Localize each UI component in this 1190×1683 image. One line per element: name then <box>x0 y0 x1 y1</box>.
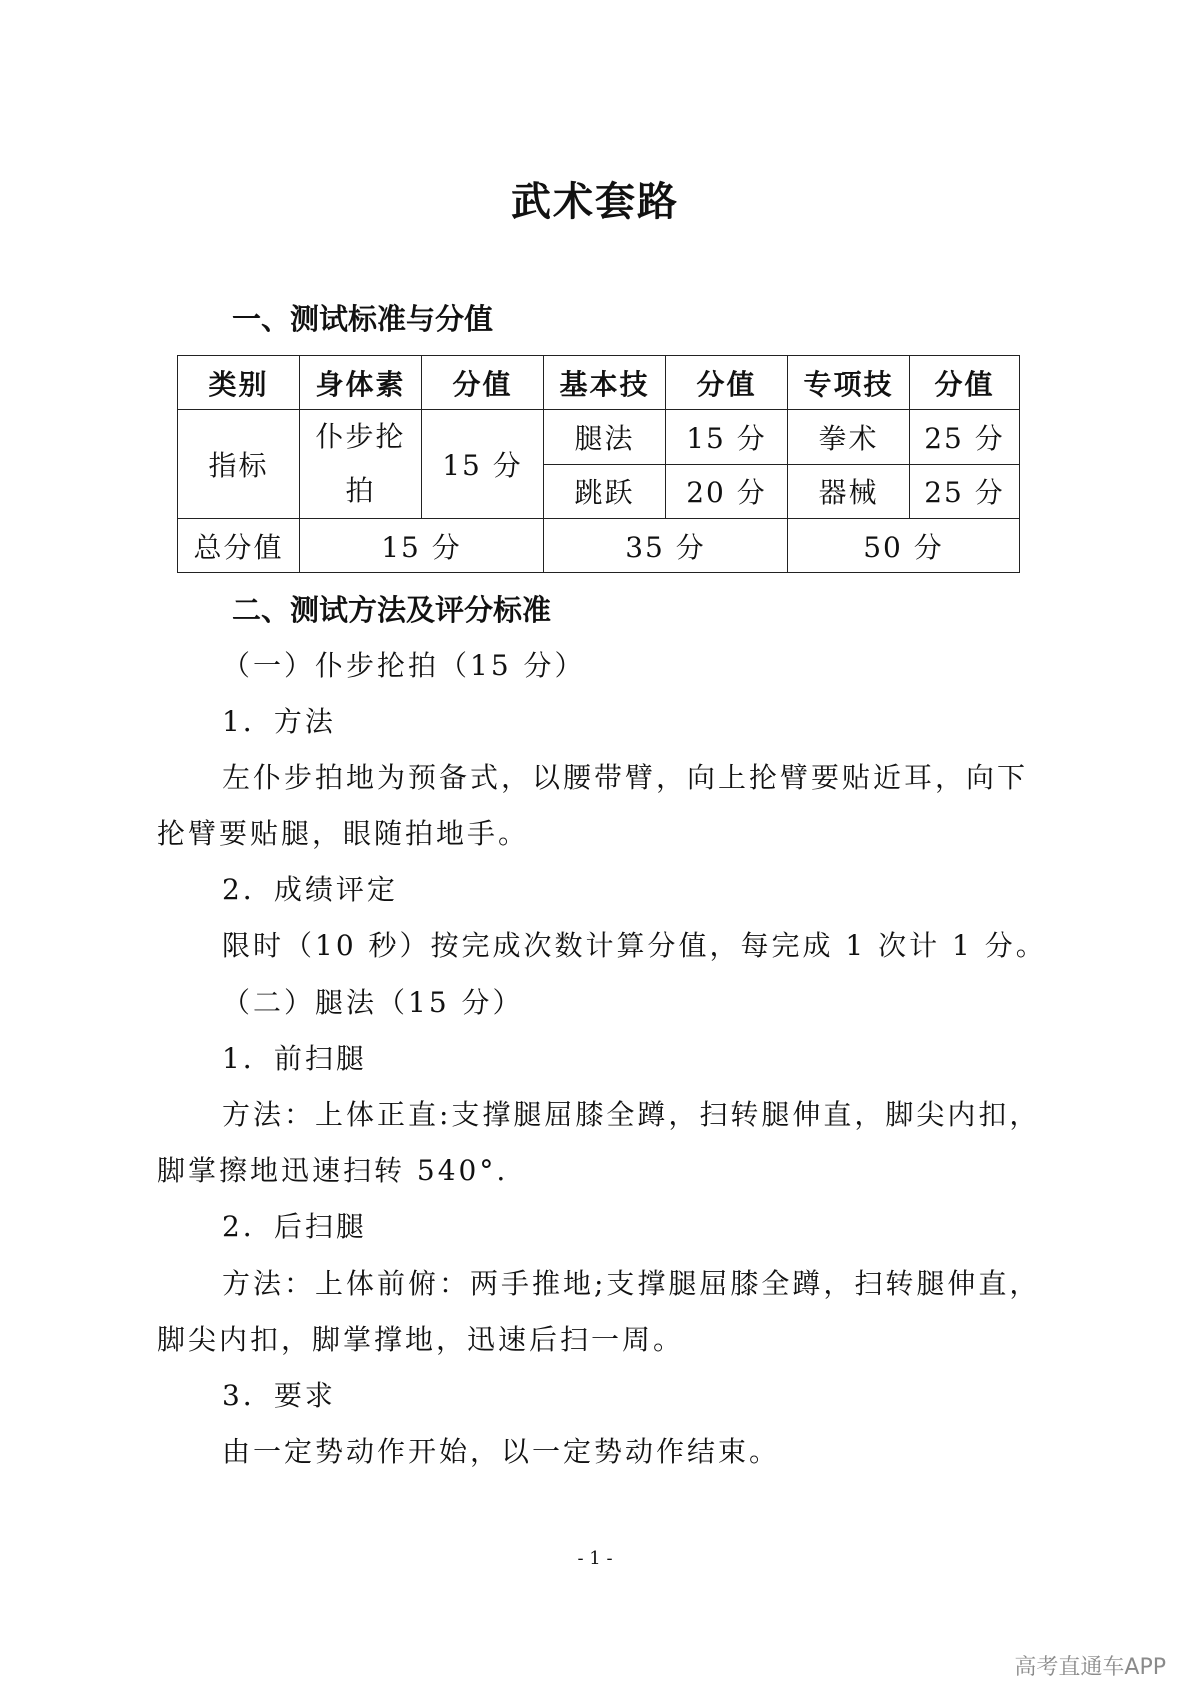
paragraph-line: 脚掌擦地迅速扫转 540°. <box>157 1154 509 1187</box>
paragraph-line: 脚尖内扣，脚掌撑地，迅速后扫一周。 <box>157 1323 685 1356</box>
table-header-cell: 身体素 <box>300 356 422 410</box>
table-header-cell: 分值 <box>910 356 1020 410</box>
basic-score-cell: 15 分 <box>666 410 788 465</box>
table-header-cell: 基本技 <box>544 356 666 410</box>
special-item-cell: 器械 <box>788 464 910 519</box>
table-header-cell: 类别 <box>178 356 300 410</box>
paragraph-line: 方法：上体正直:支撑腿屈膝全蹲，扫转腿伸直，脚尖内扣， <box>222 1098 1041 1131</box>
total-basic-cell: 35 分 <box>544 519 788 573</box>
subheading-1: （一）仆步抡拍（15 分） <box>222 649 586 682</box>
item-heading: 1．方法 <box>222 705 336 738</box>
subheading-2: （二）腿法（15 分） <box>222 986 524 1019</box>
total-special-cell: 50 分 <box>788 519 1020 573</box>
special-score-cell: 25 分 <box>910 464 1020 519</box>
item-heading: 3．要求 <box>222 1379 336 1412</box>
page-number: - 1 - <box>577 1548 613 1569</box>
body-item-line-2: 拍 <box>345 474 376 507</box>
body-score-cell: 15 分 <box>422 410 544 519</box>
total-body-cell: 15 分 <box>300 519 544 573</box>
section-heading-1: 一、测试标准与分值 <box>232 302 494 336</box>
paragraph-line: 抡臂要贴腿，眼随拍地手。 <box>157 817 530 850</box>
body-item-line-1: 仆步抡 <box>315 420 406 453</box>
score-table <box>177 355 1020 573</box>
item-heading: 2．后扫腿 <box>222 1210 367 1243</box>
row-label-cell: 指标 <box>178 410 300 519</box>
body-item-cell <box>300 410 422 519</box>
page-title: 武术套路 <box>511 179 679 225</box>
total-label-cell: 总分值 <box>178 519 300 573</box>
basic-item-cell: 跳跃 <box>544 464 666 519</box>
paragraph-line: 限时（10 秒）按完成次数计算分值，每完成 1 次计 1 分。 <box>222 929 1047 962</box>
table-header-cell: 专项技 <box>788 356 910 410</box>
item-heading: 1．前扫腿 <box>222 1042 367 1075</box>
paragraph-line: 左仆步拍地为预备式，以腰带臂，向上抡臂要贴近耳，向下 <box>222 761 1029 794</box>
section-heading-2: 二、测试方法及评分标准 <box>232 593 552 627</box>
table-row <box>178 410 1020 465</box>
table-total-row <box>178 519 1020 573</box>
basic-score-cell: 20 分 <box>666 464 788 519</box>
special-score-cell: 25 分 <box>910 410 1020 465</box>
paragraph-line: 由一定势动作开始，以一定势动作结束。 <box>222 1435 781 1468</box>
basic-item-cell: 腿法 <box>544 410 666 465</box>
special-item-cell: 拳术 <box>788 410 910 465</box>
table-header-row <box>178 356 1020 410</box>
table-header-cell: 分值 <box>666 356 788 410</box>
paragraph-line: 方法：上体前俯：两手推地;支撑腿屈膝全蹲，扫转腿伸直， <box>222 1267 1041 1300</box>
item-heading: 2．成绩评定 <box>222 873 398 906</box>
table-header-cell: 分值 <box>422 356 544 410</box>
watermark: 高考直通车APP <box>1014 1655 1166 1680</box>
